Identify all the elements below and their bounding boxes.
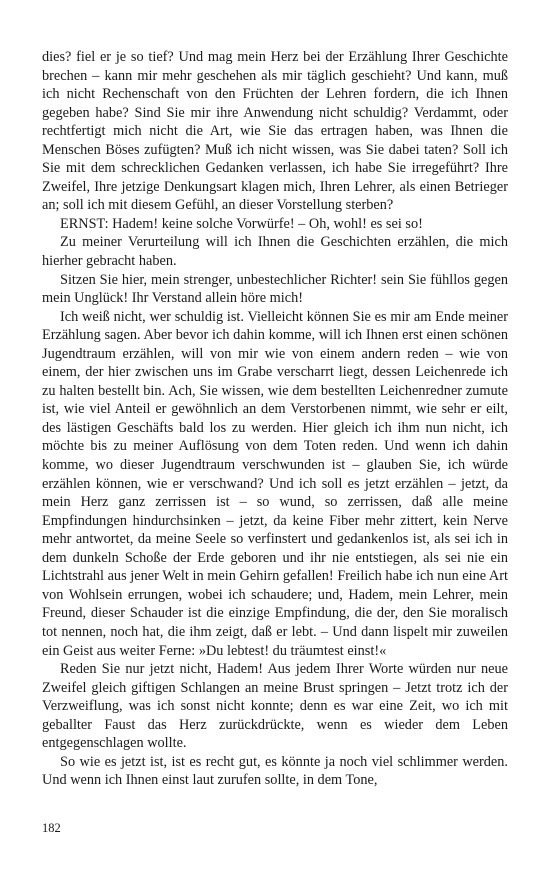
- paragraph-5: Ich weiß nicht, wer schuldig ist. Vielleicht können Sie es mir am Ende meiner Erzählung sagen. Aber bevor ich dahin komme, will ich Ihnen erst einen schönen Jugendtraum erzählen, will von mir wie von einem andern reden – wie von einem, der hier zwischen uns im Grabe verscharrt liegt, dessen Leichenrede ich zu halten bestellt bin. Ach, Sie wissen, wie dem bestellten Leichenredner zumute ist, wie viel Anteil er gewöhnlich an dem Verstorbenen nimmt, wie sehr er eilt, des lästigen Geschäfts bald los zu werden. Hier gleich ich ihm nun nicht, ich möchte bis zu meiner Auflösung von dem Toten reden. Und wenn ich dahin komme, wo dieser Jugendtraum verschwunden ist – glauben Sie, ich würde erzählen können, wie er verschwand? Und ich soll es jetzt erzählen – jetzt, da mein Herz ganz zerrissen ist – so wund, so zerrissen, daß alle meine Empfindungen hindurchsinken – jetzt, da keine Fiber mehr zittert, kein Nerve mehr antwortet, da meine Seele so verfinstert und gedankenlos ist, als sei ich in dem dunkeln Schoße der Erde geboren und ihr nie entstiegen, als sei nie ein Lichtstrahl aus jener Welt in mein Gehirn gefallen! Freilich habe ich nun eine Art von Wohlsein errungen, wobei ich schaudere; und, Hadem, mein Lehrer, mein Freund, dieser Schauder ist die einzige Empfindung, die der, den Sie moralisch tot nennen, noch hat, die ihm zeigt, daß er lebt. – Und dann lispelt mir zuweilen ein Geist aus weiter Ferne: »Du lebtest! du träumtest einst!«: [42, 308, 508, 659]
- page-number: 182: [42, 821, 61, 835]
- paragraph-7: So wie es jetzt ist, ist es recht gut, es könnte ja noch viel schlimmer werden. Und wenn ich Ihnen einst laut zurufen sollte, in dem Tone,: [42, 753, 508, 789]
- paragraph-3: Zu meiner Verurteilung will ich Ihnen die Geschichten erzählen, die mich hierher gebracht haben.: [42, 234, 508, 270]
- paragraph-6: Reden Sie nur jetzt nicht, Hadem! Aus jedem Ihrer Worte würden nur neue Zweifel gleich giftigen Schlangen an meine Brust springen – Jetzt trotz ich der Verzweiflung, was ich sonst nicht konnte; denn es war eine Zeit, wo ich mit geballter Faust das Herz zurückdrückte, wenn es wieder dem Leben entgegenschlagen wollte.: [42, 661, 508, 752]
- page-body: [42, 48, 508, 790]
- paragraph-4: Sitzen Sie hier, mein strenger, unbestechlicher Richter! sein Sie fühllos gegen mein Unglück! Ihr Verstand allein höre mich!: [42, 271, 508, 307]
- paragraph-1: dies? fiel er je so tief? Und mag mein Herz bei der Erzählung Ihrer Geschichte brechen – kann mir mehr geschehen als mir täglich geschieht? Und kann, muß ich nicht Rechenschaft von den Früchten der Lehren fordern, die ich Ihnen gegeben habe? Sind Sie mir ihre Anwendung nicht schuldig? Verdammt, oder rechtfertigt mich nicht die Art, wie Sie das ertragen haben, was Ihnen die Menschen Böses zufügten? Muß ich nicht wissen, was Sie dabei taten? Soll ich Sie mit dem schrecklichen Gedanken verlassen, ich habe Sie irregeführt? Ihre Zweifel, Ihre jetzige Denkungsart klagen mich, Ihren Lehrer, als einen Betrieger an; soll ich mit diesem Gefühl, an dieser Vorstellung sterben?: [42, 49, 508, 214]
- paragraph-2: ERNST: Hadem! keine solche Vorwürfe! – Oh, wohl! es sei so!: [60, 215, 423, 232]
